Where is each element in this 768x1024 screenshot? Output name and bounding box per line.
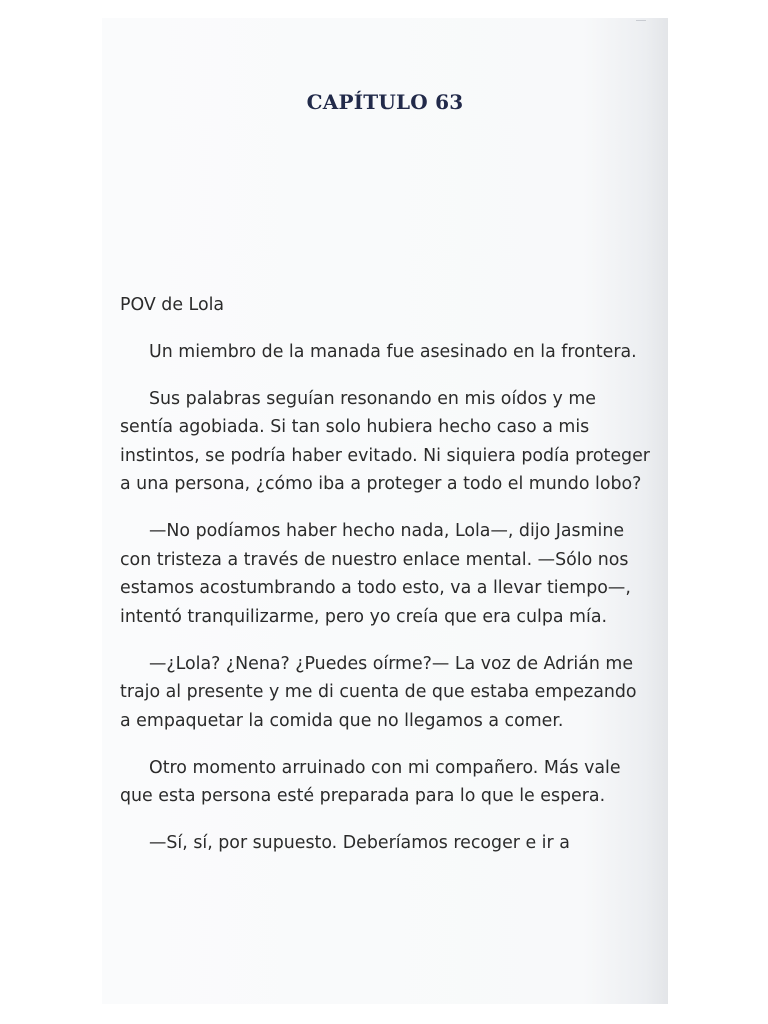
book-page (102, 18, 668, 1004)
chapter-title: CAPÍTULO 63 (306, 90, 464, 114)
paragraph: —No podíamos haber hecho nada, Lola—, dijo Jasmine con tristeza a través de nuestro enlace mental. —Sólo nos estamos acostumbrando a todo esto, va a llevar tiempo—, intentó tranquilizarme, pero yo creía que era culpa mía. (120, 521, 631, 627)
paragraph: —¿Lola? ¿Nena? ¿Puedes oírme?— La voz de Adrián me trajo al presente y me di cuenta de que estaba empezando a empaquetar la comida que no llegamos a comer. (120, 653, 637, 731)
paragraph: Otro momento arruinado con mi compañero. Más vale que esta persona esté preparada para lo que le espera. (120, 757, 621, 807)
chapter-body (120, 291, 652, 876)
paragraph: Sus palabras seguían resonando en mis oídos y me sentía agobiada. Si tan solo hubiera hecho caso a mis instintos, se podría haber evitado. Ni siquiera podía proteger a una persona, ¿cómo iba a proteger a todo el mundo lobo? (120, 388, 650, 495)
paragraph: —Sí, sí, por supuesto. Deberíamos recoger e ir a (149, 833, 570, 854)
paragraph: Un miembro de la manada fue asesinado en la frontera. (149, 341, 637, 362)
paragraph-pov: POV de Lola (120, 295, 225, 315)
page-corner-mark (636, 18, 646, 21)
